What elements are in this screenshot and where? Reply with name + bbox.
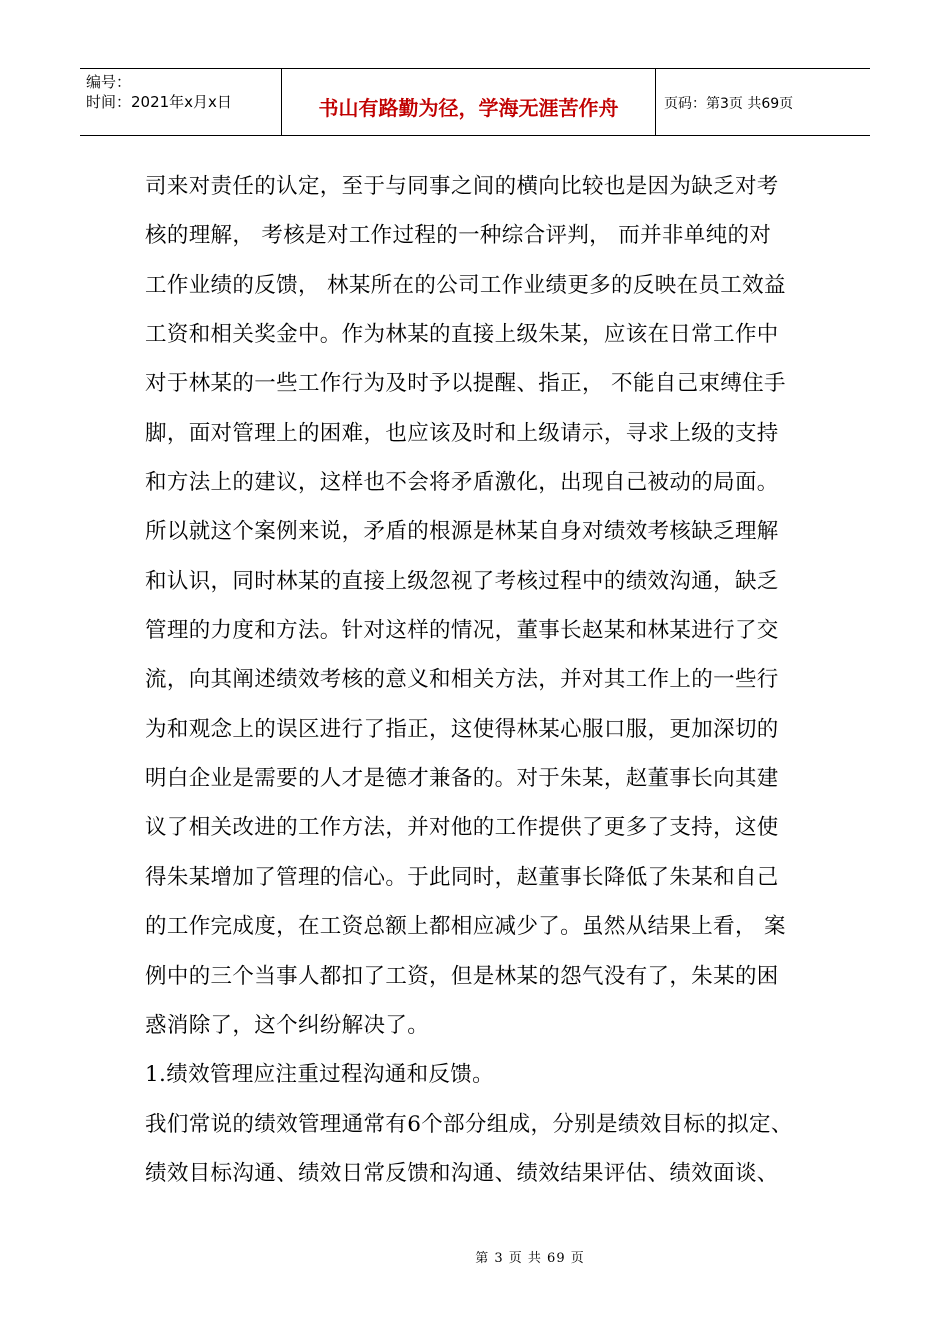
body-line: 所以就这个案例来说，矛盾的根源是林某自身对绩效考核缺乏理解 xyxy=(145,519,779,545)
body-line: 得朱某增加了管理的信心。于此同时，赵董事长降低了朱某和自己 xyxy=(145,864,779,890)
footer-page-number: 第 3 页 共 69 页 xyxy=(475,1251,585,1266)
body-line: 核的理解， 考核是对工作过程的一种综合评判， 而并非单纯的对 xyxy=(145,223,772,249)
header-motto: 书山有路勤为径，学海无涯苦作舟 xyxy=(282,69,656,135)
body-line: 议了相关改进的工作方法，并对他的工作提供了更多了支持，这使 xyxy=(145,815,779,841)
body-line: 工资和相关奖金中。作为林某的直接上级朱某，应该在日常工作中 xyxy=(145,322,779,348)
section-heading: 1.绩效管理应注重过程沟通和反馈。 xyxy=(145,1062,494,1088)
document-date-label: 时间：2021年x月x日 xyxy=(86,93,232,111)
body-line: 对于林某的一些工作行为及时予以提醒、指正， 不能自己束缚住手 xyxy=(145,371,786,397)
page-footer xyxy=(0,1247,950,1266)
body-line: 和方法上的建议，这样也不会将矛盾激化，出现自己被动的局面。 xyxy=(145,470,779,496)
body-line: 流，向其阐述绩效考核的意义和相关方法，并对其工作上的一些行 xyxy=(145,667,779,693)
header-page-info: 页码：第3页 共69页 xyxy=(664,96,794,112)
body-line: 和认识，同时林某的直接上级忽视了考核过程中的绩效沟通，缺乏 xyxy=(145,568,779,594)
body-line: 工作业绩的反馈， 林某所在的公司工作业绩更多的反映在员工效益 xyxy=(145,272,786,298)
body-line: 的工作完成度，在工资总额上都相应减少了。虽然从结果上看， 案 xyxy=(145,914,786,940)
body-line: 司来对责任的认定，至于与同事之间的横向比较也是因为缺乏对考 xyxy=(145,174,779,199)
body-line: 明白企业是需要的人才是德才兼备的。对于朱某，赵董事长向其建 xyxy=(145,766,779,792)
body-line: 惑消除了，这个纠纷解决了。 xyxy=(145,1012,430,1038)
body-line: 脚，面对管理上的困难，也应该及时和上级请示，寻求上级的支持 xyxy=(145,420,779,446)
body-line: 管理的力度和方法。针对这样的情况，董事长赵某和林某进行了交 xyxy=(145,618,779,644)
body-line: 绩效目标沟通、绩效日常反馈和沟通、绩效结果评估、绩效面谈、 xyxy=(145,1160,779,1186)
header-meta-cell xyxy=(80,69,282,135)
body-line: 例中的三个当事人都扣了工资，但是林某的怨气没有了，朱某的困 xyxy=(145,963,779,989)
document-number-label: 编号： xyxy=(86,73,132,91)
document-body xyxy=(145,162,825,1198)
body-line: 我们常说的绩效管理通常有6个部分组成，分别是绩效目标的拟定、 xyxy=(145,1111,793,1137)
page-header xyxy=(80,68,870,136)
body-line: 为和观念上的误区进行了指正，这使得林某心服口服，更加深切的 xyxy=(145,716,779,742)
